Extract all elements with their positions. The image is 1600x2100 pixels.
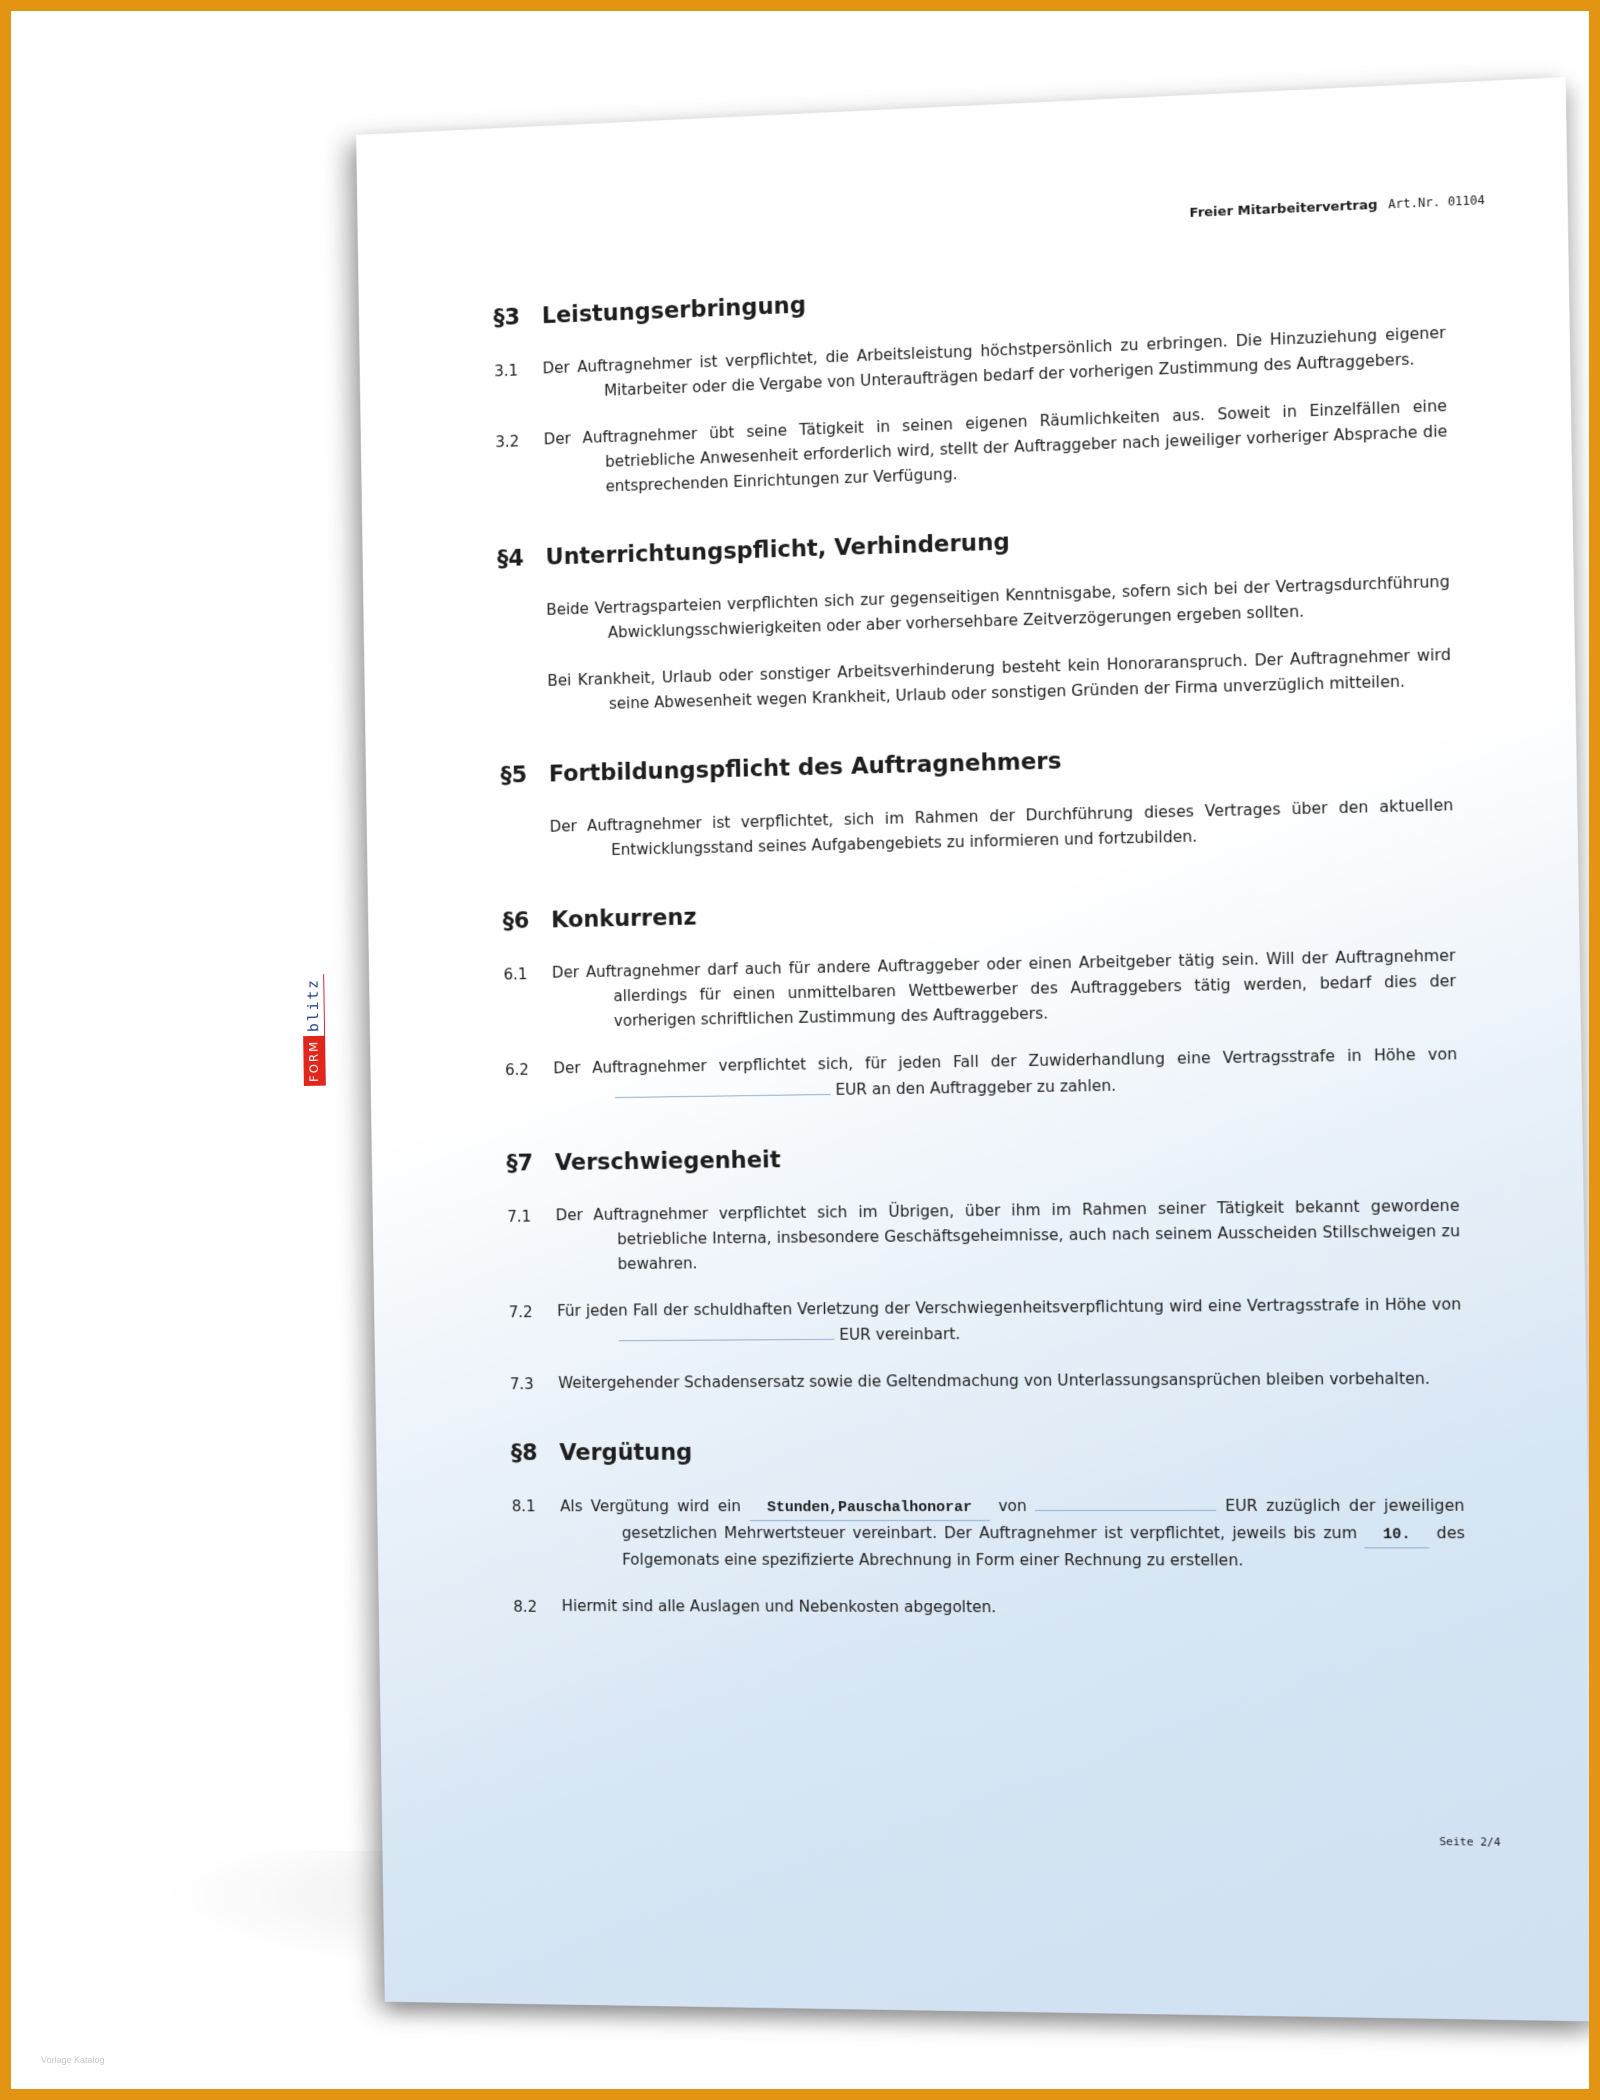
section-number: §8 xyxy=(510,1440,538,1466)
clause-7-1 xyxy=(507,1194,1460,1278)
clause-text xyxy=(560,1492,1465,1573)
paragraph xyxy=(498,570,1450,649)
clause-number: 8.1 xyxy=(511,1497,536,1516)
clause-text: Hiermit sind alle Auslagen und Nebenkosten abgegolten. xyxy=(561,1597,997,1617)
section-title: Fortbildungspflicht des Auftragnehmers xyxy=(548,748,1062,788)
logo-blitz: blitz xyxy=(304,977,323,1033)
clause-3-1 xyxy=(494,321,1446,408)
due-day-field[interactable]: 10. xyxy=(1364,1522,1429,1548)
section-title: Leistungserbringung xyxy=(541,292,807,330)
clause-text xyxy=(557,1292,1462,1349)
clause-text-part: Der Auftragnehmer verpflichtet sich, für jeden Fall der Zuwiderhandlung eine Vertragsstrafe in Höhe von xyxy=(553,1045,1458,1078)
compensation-type-field[interactable]: Stunden,Pauschalhonorar xyxy=(749,1495,990,1521)
section-heading xyxy=(493,266,1445,331)
clause-7-2 xyxy=(509,1292,1462,1350)
section-number: §3 xyxy=(493,304,521,332)
amount-blank[interactable] xyxy=(619,1322,835,1341)
section-number: §5 xyxy=(500,762,528,789)
clause-7-3 xyxy=(510,1366,1463,1397)
section-title: Konkurrenz xyxy=(550,904,697,934)
paragraph xyxy=(499,643,1452,720)
section-number: §7 xyxy=(506,1150,534,1177)
paragraph-text: Der Auftragnehmer ist verpflichtet, sich im Rahmen der Durchführung dieses Vertrages über den aktuellen Entwicklungsstand seines Aufgabengebiets zu informieren und fortzubilden. xyxy=(549,796,1454,859)
section-number: §6 xyxy=(502,908,530,935)
section-title: Vergütung xyxy=(559,1439,693,1466)
clause-number: 3.2 xyxy=(495,432,520,452)
clause-number: 7.1 xyxy=(507,1207,532,1226)
section-3 xyxy=(493,266,1448,503)
formblitz-logo xyxy=(302,974,326,1086)
amount-blank[interactable] xyxy=(1035,1493,1217,1511)
clause-text-part: Als Vergütung wird ein xyxy=(560,1497,742,1516)
clause-6-2 xyxy=(505,1042,1458,1107)
section-4 xyxy=(497,515,1451,720)
document-page xyxy=(304,77,1597,2021)
clause-8-2 xyxy=(513,1594,1466,1623)
section-number: §4 xyxy=(497,545,524,573)
clause-number: 7.3 xyxy=(509,1375,534,1394)
section-8 xyxy=(511,1438,1466,1623)
section-heading xyxy=(503,889,1455,935)
clause-text-part: EUR an den Auftraggeber zu zahlen. xyxy=(835,1076,1117,1099)
clause-number: 3.1 xyxy=(494,361,519,381)
section-title: Verschwiegenheit xyxy=(554,1147,781,1176)
clause-number: 7.2 xyxy=(508,1303,533,1322)
paragraph-text: Bei Krankheit, Urlaub oder sonstiger Arbeitsverhinderung besteht kein Honoraranspruch. Der Auftragnehmer wird seine Abwesenheit wegen Krankheit, Urlaub oder sonstigen Gründen der Firma unverzüglich mitteilen. xyxy=(547,645,1451,713)
clause-8-1 xyxy=(512,1492,1466,1573)
page-number: Seite 2/4 xyxy=(1439,1834,1501,1849)
clause-text: Der Auftragnehmer übt seine Tätigkeit in seinen eigenen Räumlichkeiten aus. Soweit in Einzelfällen eine betriebliche Anwesenheit erforderlich wird, stellt der Auftraggeber nach jeweiliger vorheriger Absprache die entsprechenden Einrichtungen zur Verfügung. xyxy=(543,396,1448,496)
clause-number: 6.1 xyxy=(503,965,528,984)
section-heading xyxy=(500,738,1452,788)
clause-text: Der Auftragnehmer ist verpflichtet, die Arbeitsleistung höchstpersönlich zu erbringen. Die Hinzuziehung eigener Mitarbeiter oder die Vergabe von Unteraufträgen bedarf der vorherigen Zustimmung des Auftraggebers. xyxy=(542,323,1446,400)
logo-form: FORM xyxy=(303,1036,325,1086)
section-heading xyxy=(511,1438,1464,1466)
section-5 xyxy=(500,738,1454,865)
section-heading xyxy=(506,1139,1459,1177)
section-6 xyxy=(503,889,1458,1108)
clause-text-part: EUR vereinbart. xyxy=(839,1325,961,1344)
document-header xyxy=(1189,193,1485,221)
clause-text-part: Für jeden Fall der schuldhaften Verletzung der Verschwiegenheitsverpflichtung wird eine Vertragsstrafe in Höhe von xyxy=(557,1295,1462,1320)
section-7 xyxy=(506,1139,1462,1397)
section-heading xyxy=(497,515,1449,572)
clause-text xyxy=(553,1042,1458,1107)
clause-3-2 xyxy=(495,394,1448,503)
clause-6-1 xyxy=(503,943,1456,1035)
clause-text: Der Auftragnehmer darf auch für andere Auftraggeber oder einen Arbeitgeber tätig sein. Will der Auftragnehmer allerdings für einen unmittelbaren Wettbewerber des Auftraggebers tätig werden, bedarf dies der vorherigen schriftlichen Zustimmung des Auftraggebers. xyxy=(551,946,1457,1030)
clause-number: 6.2 xyxy=(504,1060,530,1080)
amount-blank[interactable] xyxy=(615,1077,831,1098)
clause-number: 8.2 xyxy=(513,1597,538,1616)
clause-text: Weitergehender Schadensersatz sowie die Geltendmachung von Unterlassungsansprüchen bleiben vorbehalten. xyxy=(558,1369,1431,1392)
document-body xyxy=(493,266,1467,1668)
clause-text-part: EUR zuzüglich der jeweiligen gesetzlichen Mehrwertsteuer vereinbart. Der Auftragnehmer ist verpflichtet, jeweils bis zum xyxy=(621,1496,1465,1543)
paragraph xyxy=(501,793,1454,865)
clause-text-part: von xyxy=(998,1496,1027,1516)
section-title: Unterrichtungspflicht, Verhinderung xyxy=(545,529,1011,571)
clause-text-part: des Folgemonats eine spezifizierte Abrechnung in Form einer Rechnung zu erstellen. xyxy=(622,1524,1465,1570)
paragraph-text: Beide Vertragsparteien verpflichten sich zur gegenseitigen Kenntnisgabe, sofern sich bei der Vertragsdurchführung Abwicklungsschwierigkeiten oder aber vorhersehbare Zeitverzögerungen ergeben sollten. xyxy=(546,572,1450,642)
article-number: Art.Nr. 01104 xyxy=(1388,192,1485,212)
watermark: Vorlage Katalog xyxy=(41,2055,105,2065)
clause-text: Der Auftragnehmer verpflichtet sich im Übrigen, über ihm im Rahmen seiner Tätigkeit bekannt gewordene betriebliche Interna, insbesondere Geschäftsgeheimnisse, auch nach seinem Ausscheiden Stillschweigen zu bewahren. xyxy=(555,1196,1461,1274)
document-title: Freier Mitarbeitervertrag xyxy=(1189,197,1378,222)
